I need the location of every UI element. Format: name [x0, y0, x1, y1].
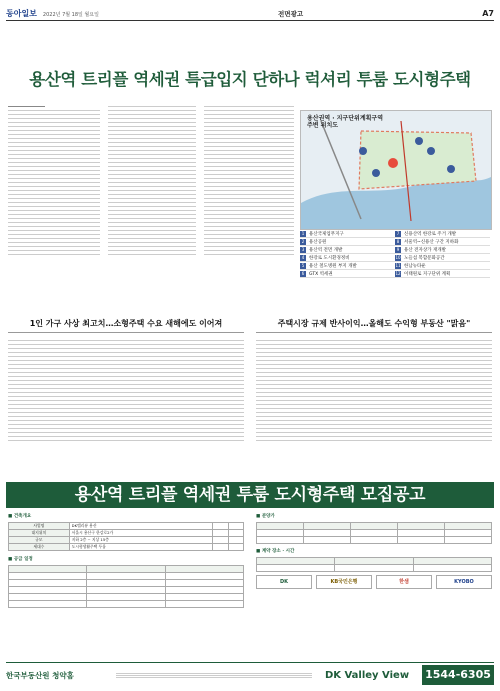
page-number: A7	[482, 8, 494, 18]
legend-item: 2 용산공원	[301, 238, 327, 245]
legend-item: 3 용산역 전면 개발	[301, 246, 343, 253]
legend-item: 11 한남뉴타운	[395, 262, 426, 269]
newspaper-logo: 동아일보 2022년 7월 18일 월요일	[6, 7, 99, 18]
article-column-3	[204, 104, 294, 304]
legend-item: 4 한강로 도시환경정비	[301, 254, 350, 261]
legend-item: 1 용산국제업무지구	[301, 230, 344, 237]
dk-valley-view-logo: DK Valley View	[324, 669, 410, 681]
legend-item: 7 신용산역 한강로 주거 개발	[396, 230, 457, 237]
applyhome-label: 한국부동산원 청약홈	[6, 670, 74, 680]
price-title: ■ 분양가	[256, 514, 275, 519]
recruitment-banner: 용산역 트리플 역세권 투룸 도시형주택 모집공고	[6, 482, 494, 508]
brand-logo: DK	[256, 575, 312, 589]
footer-notes	[116, 672, 312, 679]
legend-item: 12 이태원로 지구단위 계획	[395, 270, 451, 277]
legend-item: 6 GTX 역세권	[301, 270, 333, 277]
schedule-table	[8, 565, 244, 608]
location-map	[300, 110, 492, 230]
brand-logo: KYOBO	[436, 575, 492, 589]
brand-logo: 한샘	[376, 575, 432, 589]
phone-number[interactable]: 1544-6305	[422, 665, 494, 685]
legend-item: 5 용산 철도병원 부지 개발	[301, 262, 357, 269]
overview-block	[8, 512, 244, 608]
article-body-right	[256, 338, 492, 476]
price-block	[256, 512, 492, 589]
price-table	[256, 522, 492, 544]
contract-title: ■ 계약 장소 · 시간	[256, 549, 295, 554]
overview-title: ■ 건축개요	[8, 514, 32, 519]
page-header	[6, 6, 494, 21]
article-column-1	[8, 104, 100, 304]
overview-table: 사업명 DK밸리뷰 용산 대지위치 서울시 용산구 한강로2가 규모 지하 2층 ~ 지상 15층 세대수 도시형생활주택 투룸	[8, 522, 244, 551]
ad-headline: 용산역 트리플 역세권 특급입지 단하나 럭셔리 투룸 도시형주택	[29, 70, 471, 89]
article-heading-left: 1인 가구 사상 최고치…소형주택 수요 새해에도 이어져	[8, 318, 244, 333]
contract-table	[256, 557, 492, 572]
partner-brands	[256, 575, 492, 589]
map-legend	[300, 230, 490, 286]
ad-footer	[6, 662, 494, 687]
legend-item: 10 노들섬 복합문화공간	[395, 254, 445, 261]
schedule-title: ■ 공급 일정	[8, 557, 33, 562]
section-label: 전면광고	[278, 9, 304, 18]
legend-item: 9 용산 전자상가 재개발	[396, 246, 446, 253]
article-body-left	[8, 338, 244, 476]
article-column-2	[108, 104, 196, 304]
article-heading-right: 주택시장 규제 반사이익…올해도 수익형 부동산 "맑음"	[256, 318, 492, 333]
map-title: 용산권역 · 지구단위계획구역 주변 위치도	[307, 115, 384, 129]
legend-item: 8 서울역~신용산 구간 지하화	[396, 238, 459, 245]
brand-logo: KB국민은행	[316, 575, 372, 589]
